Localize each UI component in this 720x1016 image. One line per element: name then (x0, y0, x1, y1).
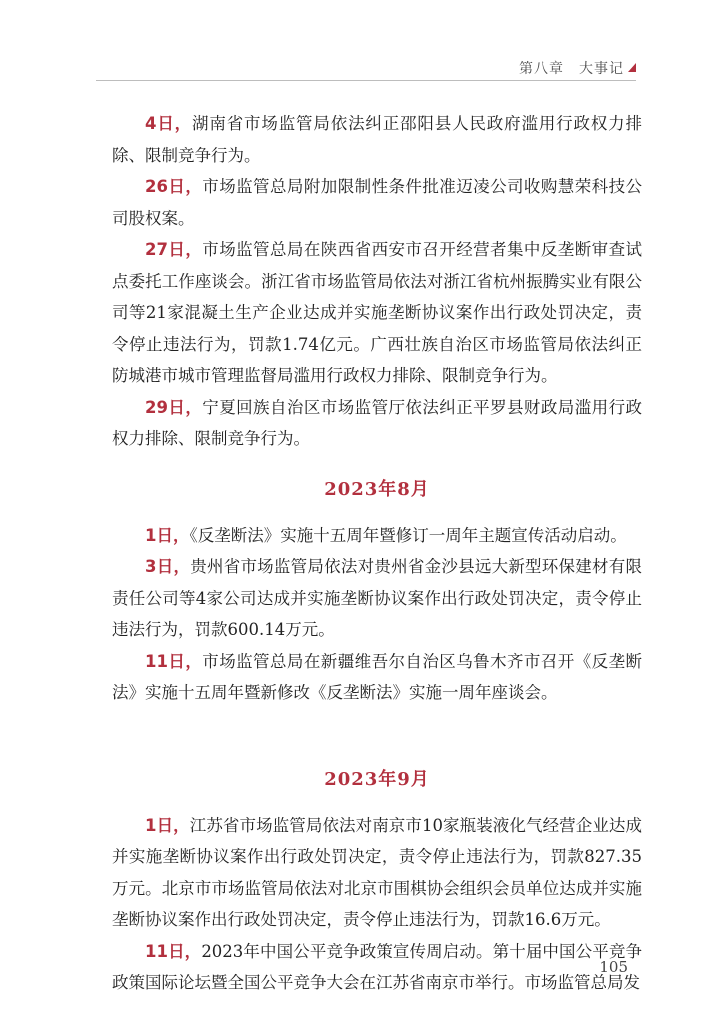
event-entry (112, 936, 642, 999)
event-day: 3日， (145, 557, 191, 576)
event-entry (112, 810, 642, 936)
event-text: 2023年中国公平竞争政策宣传周启动。第十届中国公平竞争政策国际论坛暨全国公平竞争大会在江苏省南京市举行。市场监管总局发 (112, 941, 642, 992)
event-text: 湖南省市场监管局依法纠正邵阳县人民政府滥用行政权力排除、限制竞争行为。 (112, 114, 643, 165)
event-entry (112, 520, 642, 552)
event-text: 贵州省市场监管局依法对贵州省金沙县远大新型环保建材有限责任公司等4家公司达成并实施垄断协议案作出行政处罚决定，责令停止违法行为，罚款600.14万元。 (112, 557, 643, 639)
event-day: 11日， (145, 651, 203, 671)
month-heading: 2023年8月 (324, 478, 430, 500)
event-entry (112, 234, 642, 392)
header-rule (96, 80, 636, 81)
event-text: 市场监管总局附加限制性条件批准迈凌公司收购慧荣科技公司股权案。 (112, 177, 643, 228)
running-header: 第八章 大事记 (519, 61, 624, 77)
event-text: 市场监管总局在新疆维吾尔自治区乌鲁木齐市召开《反垄断法》实施十五周年暨新修改《反垄断法》实施一周年座谈会。 (112, 651, 643, 702)
event-entry (112, 392, 642, 455)
event-text: 《反垄断法》实施十五周年暨修订一周年主题宣传活动启动。 (189, 525, 627, 545)
event-entry (112, 108, 642, 171)
event-entry (112, 171, 642, 234)
event-text: 宁夏回族自治区市场监管厅依法纠正平罗县财政局滥用行政权力排除、限制竞争行为。 (112, 397, 643, 448)
event-day: 4日， (145, 114, 193, 133)
event-day: 11日， (145, 941, 202, 961)
event-day: 1日， (145, 815, 190, 835)
event-day: 29日， (145, 397, 203, 417)
event-entry (112, 646, 642, 709)
page-number: 105 (599, 958, 628, 976)
page-content (112, 108, 642, 999)
event-day: 1日， (145, 525, 190, 545)
event-text: 江苏省市场监管局依法对南京市10家瓶装液化气经营企业达成并实施垄断协议案作出行政处罚决定，责令停止违法行为，罚款827.35万元。北京市市场监管局依法对北京市围棋协会组织会员单位达成并实施垄断协议案作出行政处罚决定，责令停止违法行为，罚款16.6万元。 (112, 815, 643, 929)
month-heading: 2023年9月 (324, 768, 430, 790)
event-entry (112, 551, 642, 646)
event-day: 26日， (145, 177, 203, 196)
event-day: 27日， (145, 240, 203, 259)
event-text: 市场监管总局在陕西省西安市召开经营者集中反垄断审查试点委托工作座谈会。浙江省市场监管局依法对浙江省杭州振腾实业有限公司等21家混凝土生产企业达成并实施垄断协议案作出行政处罚决定，责令停止违法行为，罚款1.74亿元。广西壮族自治区市场监管局依法纠正防城港市城市管理监督局滥用行政权力排除、限制竞争行为。 (112, 240, 643, 385)
header-triangle-mark (628, 63, 636, 72)
